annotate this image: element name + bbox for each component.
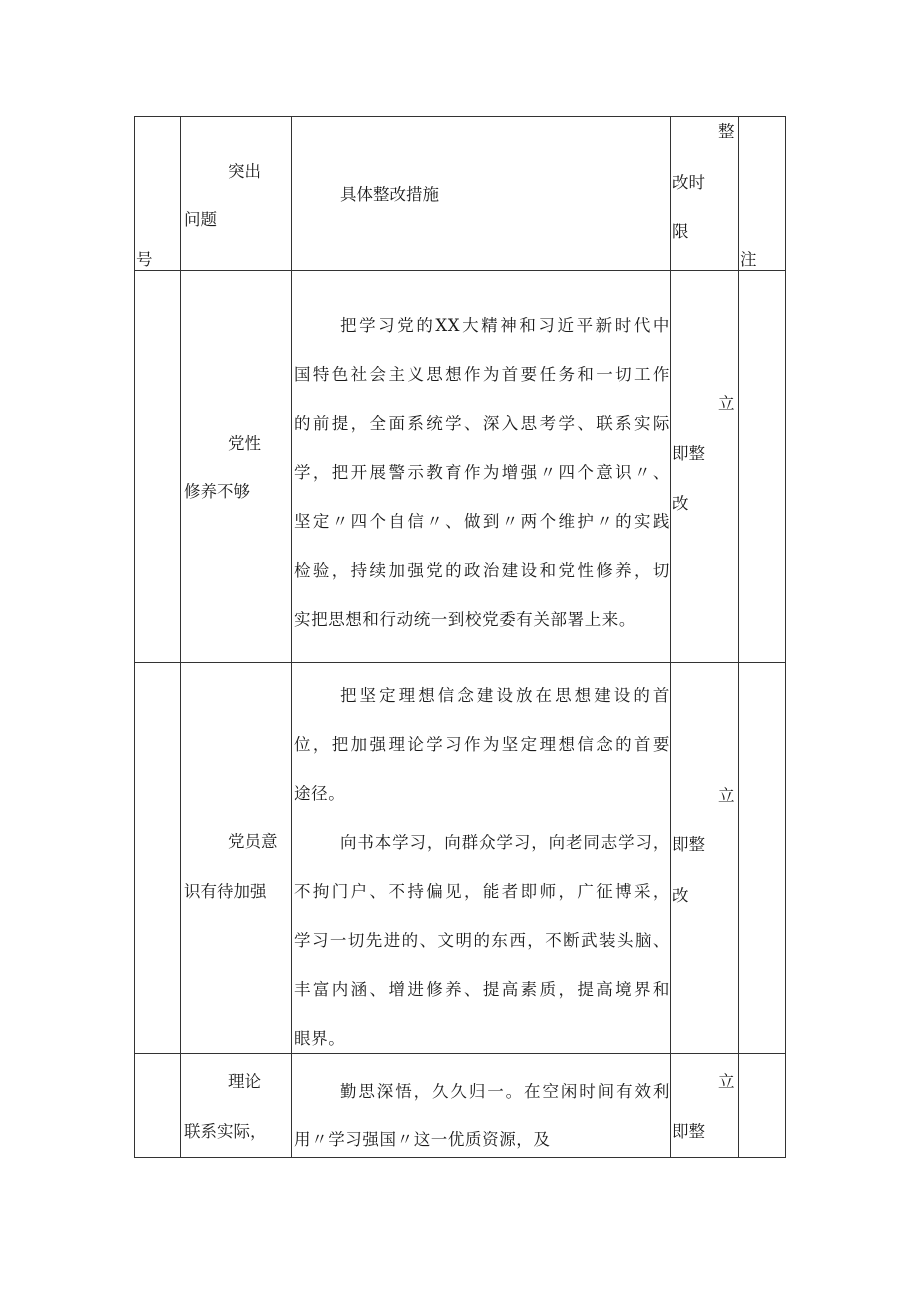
- row1-measures-line: 学，把开展警示教育作为增强〃四个意识〃、: [294, 463, 670, 482]
- row3-measures-line: 用〃学习强国〃这一优质资源，及: [294, 1130, 551, 1149]
- row2-deadline-line3: 改: [672, 886, 689, 905]
- column-divider: [670, 116, 671, 1158]
- table-border-top: [134, 116, 786, 117]
- row1-measures-line: 把学习党的XX大精神和习近平新时代中: [340, 316, 670, 335]
- row1-problem-line1: 党性: [228, 434, 261, 453]
- row2-measures-line: 途径。: [294, 784, 346, 803]
- header-deadline-line2: 改时: [672, 173, 705, 192]
- row2-measures-line: 眼界。: [294, 1029, 346, 1048]
- row1-deadline-line3: 改: [672, 494, 689, 513]
- row1-measures-line: 坚定〃四个自信〃、做到〃两个维护〃的实践: [294, 512, 670, 531]
- rectification-table: [134, 116, 786, 1158]
- table-border-right: [785, 116, 786, 1158]
- header-note: 注: [740, 250, 757, 269]
- header-problem-line2: 问题: [184, 210, 217, 229]
- row2-measures-line: 把坚定理想信念建设放在思想建设的首: [340, 686, 670, 705]
- row-divider: [134, 662, 786, 663]
- header-deadline-line1: 整: [718, 122, 735, 141]
- row1-problem-line2: 修养不够: [184, 482, 250, 501]
- row2-measures-line: 不拘门户、不持偏见，能者即师，广征博采，: [294, 882, 670, 901]
- row3-deadline-line2: 即整: [672, 1122, 705, 1141]
- row1-deadline-line2: 即整: [672, 444, 705, 463]
- row1-measures-line: 检验，持续加强党的政治建设和党性修养，切: [294, 561, 670, 580]
- table-border-left: [134, 116, 135, 1158]
- column-divider: [738, 116, 739, 1158]
- row2-measures-line: 丰富内涵、增进修养、提高素质，提高境界和: [294, 980, 670, 999]
- row2-measures-line: 位，把加强理论学习作为坚定理想信念的首要: [294, 735, 670, 754]
- row2-problem-line2: 识有待加强: [184, 882, 267, 901]
- row3-deadline-line1: 立: [718, 1072, 735, 1091]
- row3-problem-line2: 联系实际，: [184, 1122, 267, 1141]
- row2-measures-line: 学习一切先进的、文明的东西，不断武装头脑、: [294, 931, 670, 950]
- row2-measures-line: 向书本学习，向群众学习，向老同志学习，: [340, 833, 670, 852]
- header-deadline-line3: 限: [672, 222, 689, 241]
- row3-problem-line1: 理论: [228, 1072, 261, 1091]
- column-divider: [291, 116, 292, 1158]
- row2-deadline-line1: 立: [718, 786, 735, 805]
- row1-measures-line: 实把思想和行动统一到校党委有关部署上来。: [294, 610, 636, 629]
- table-border-bottom: [134, 1157, 786, 1158]
- row-divider: [134, 1053, 786, 1054]
- row1-deadline-line1: 立: [718, 394, 735, 413]
- row2-deadline-line2: 即整: [672, 835, 705, 854]
- column-divider: [180, 116, 181, 1158]
- header-measures: 具体整改措施: [340, 185, 439, 204]
- row1-measures-line: 的前提，全面系统学、深入思考学、联系实际: [294, 414, 670, 433]
- header-index: 号: [136, 250, 153, 269]
- row2-problem-line1: 党员意: [228, 832, 278, 851]
- row-divider: [134, 270, 786, 271]
- row3-measures-line: 勤思深悟，久久归一。在空闲时间有效利: [340, 1082, 670, 1101]
- row1-measures-line: 国特色社会主义思想作为首要任务和一切工作: [294, 365, 670, 384]
- header-problem-line1: 突出: [228, 162, 261, 181]
